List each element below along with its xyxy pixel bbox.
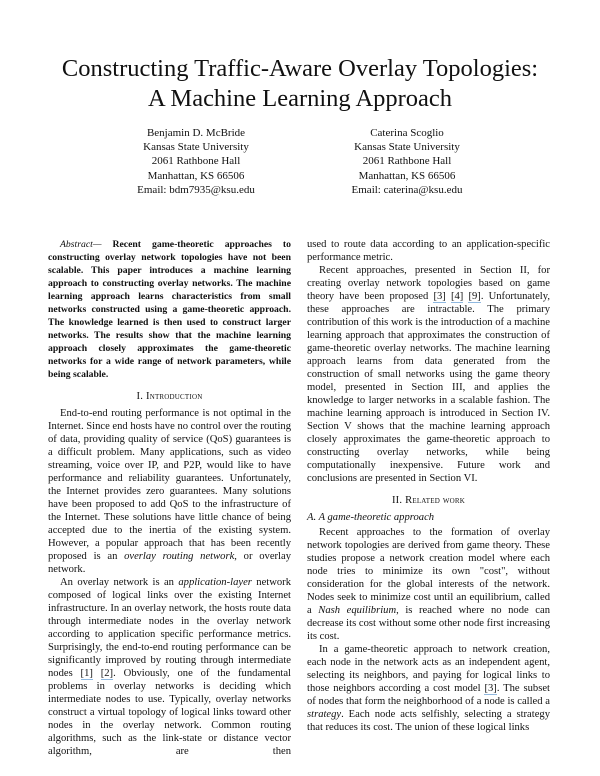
paragraph [307,264,550,485]
emphasized-term: application-layer [178,577,252,588]
paragraph-text: . The subset of nodes that form the neighborhood of a node is called a [307,683,550,707]
emphasized-term: Nash equilibrium [318,605,397,616]
paragraph-text: . Each node acts selfishly, selecting a strategy that reduces its cost. The union of these logical links [307,709,550,733]
paragraph-text: , is reached where no node can decrease its cost without some other node first increasing its cost. [307,605,551,642]
paragraph-text: Recent approaches to the formation of overlay network topologies are derived from game theory. These studies propose a network creation model where each node tries to minimize its own "cost", without consideration for the global interests of the network. Nodes seek to minimize cost until an equilibrium, called a [307,527,550,616]
abstract-label: Abstract— [60,239,102,250]
author-affiliation: Kansas State University [354,141,460,154]
citation-link[interactable]: [1] [80,668,93,679]
emphasized-term: strategy [307,709,342,720]
paragraph [48,576,291,758]
title-line-1: Constructing Traffic-Aware Overlay Topologies: [61,55,539,82]
abstract [48,238,291,381]
author-block-1 [86,126,306,197]
author-city: Manhattan, KS 66506 [358,169,456,182]
paper-title [0,54,600,114]
paragraph-text: used to route data according to an application-specific performance metric. [307,239,550,263]
author-affiliation: Kansas State University [143,141,249,154]
paragraph-text: Recent approaches, presented in Section II, for creating overlay network topologies based on game theory have been proposed [307,265,550,302]
author-block-2 [297,126,517,197]
citation-link[interactable]: [4] [450,291,464,302]
emphasized-term: overlay routing network [124,551,235,562]
subsection-heading: A. A game-theoretic approach [307,512,435,523]
right-column [307,238,550,734]
paragraph [48,407,291,576]
paragraph-text: network composed of logical links over the existing Internet infrastructure. In an overlay network, the hosts route data through intermediate nodes in the overlay network according to application specific performance metrics. Surprisingly, the end-to-end routing performance can be significantly improved by routing through intermediate nodes [48,577,291,679]
paragraph-text: , or overlay network. [48,551,291,575]
paragraph [307,643,550,734]
citation-link[interactable]: [9] [468,291,481,302]
title-line-2: A Machine Learning Approach [147,85,453,112]
paragraph [307,526,550,643]
author-name: Benjamin D. McBride [146,127,246,139]
paragraph-text: . Obviously, one of the fundamental problems in overlay networks is deciding which intermediate nodes to use. Typically, overlay networks construct a virtual topology of logical links toward other nodes in the overlay network. Common routing algorithms, such as the link-state or distance vector algorithm, are then [48,668,291,757]
paragraph-text [93,668,101,679]
paragraph-text: End-to-end routing performance is not optimal in the Internet. Since end hosts have no control over the routing of data, providing quality of service (QoS) guarantees is a difficult problem. Many applications, such as video streaming, voice over IP, and P2P, would like to have performance and reliability guarantees. Unfortunately, the Internet provides zero guarantees. Many solutions have been proposed to add QoS to the infrastructure of the Internet. These solutions have little chance of being accepted due to the inertia of the existing system. However, a popular approach that has been recently proposed is an [48,408,292,562]
paragraph-text: An overlay network is an [60,577,179,588]
left-column [48,238,291,758]
section-heading-related-work: II. Related work [391,495,466,506]
abstract-text: Recent game-theoretic approaches to constructing overlay network topologies have not been scalable. This paper introduces a machine learning approach to constructing overlay networks. The machine learning approach learns characteristics from small networks constructed using a game-theoretic approach. The knowledge learned is then used to construct larger networks. The results show that the machine learning approach closely approximates the game-theoretic networks for a wide range of network parameters, while being scalable. [48,239,291,380]
paragraph-text: In a game-theoretic approach to network creation, each node in the network acts as an independent agent, selecting its neighbors, and paying for logical links to those neighbors according a cost model [307,644,550,694]
section-heading-introduction: I. Introduction [136,391,203,402]
author-city: Manhattan, KS 66506 [147,169,245,182]
author-address: 2061 Rathbone Hall [151,155,241,168]
author-address: 2061 Rathbone Hall [362,155,452,168]
author-email: Email: caterina@ksu.edu [351,183,463,196]
author-email: Email: bdm7935@ksu.edu [137,183,255,196]
author-name: Caterina Scoglio [370,127,444,139]
paragraph [307,238,550,264]
citation-link[interactable]: [3] [433,291,446,302]
citation-link[interactable]: [2] [100,668,114,679]
citation-link[interactable]: [3] [484,683,497,694]
paragraph-text: . Unfortunately, these approaches are intractable. The primary contribution of this work is the introduction of a machine learning approach that approximates the construction of game-theoretic overlay networks. The machine learning approach learns from data generated from the construction of small networks using the game theory model, presented in Section III, and applies the knowledge to larger networks in a scalable fashion. The machine learning approach is introduced in Section IV. Section V shows that the machine learning approach closely approximates the game-theoretic approach to constructing overlay networks, while being computationally inexpensive. Future work and conclusions are presented in Section VI. [307,291,550,484]
